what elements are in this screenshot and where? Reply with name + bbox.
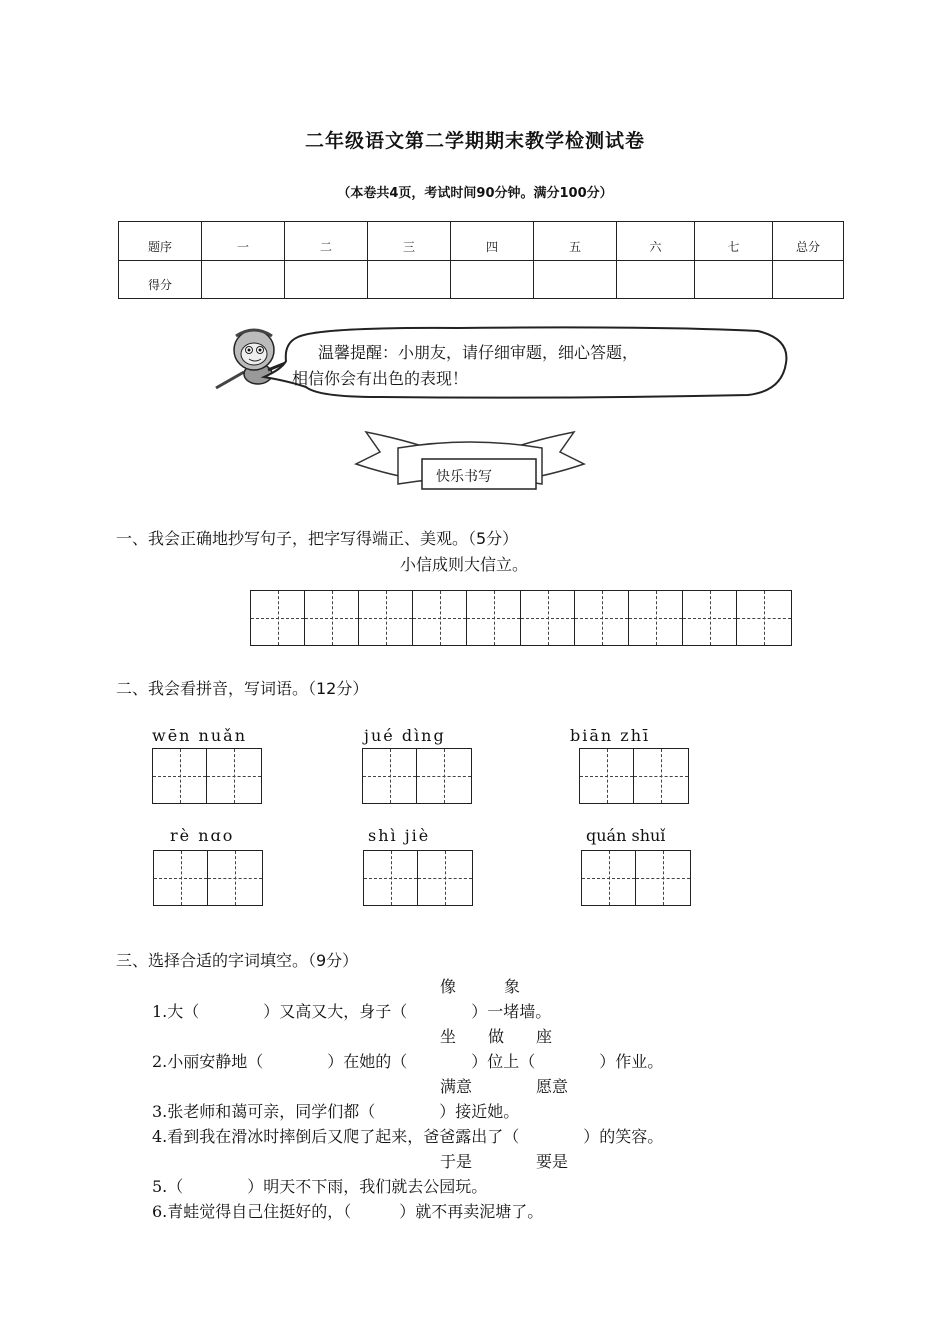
reminder-text [292,340,778,392]
score-input[interactable] [534,260,617,299]
q1-sentence: 小信成则大信立。 [400,555,529,574]
pinyin-label: biān zhī [570,726,651,745]
q3-heading: 三、选择合适的字词填空。（9分） [116,951,359,970]
writing-cell[interactable] [575,591,629,645]
writing-cell[interactable] [359,591,413,645]
q2-heading: 二、我会看拼音，写词语。（12分） [116,679,369,698]
writing-cell[interactable] [582,851,636,905]
word-grid[interactable] [579,748,689,804]
score-cell: 五 [534,222,617,261]
word-grid[interactable] [152,748,262,804]
score-cell: 七 [695,222,773,261]
score-cell: 三 [368,222,451,261]
pinyin-label: jué dìng [364,726,446,745]
score-input[interactable] [285,260,368,299]
score-cell: 六 [617,222,695,261]
fill-blank-line: 3.张老师和蔼可亲，同学们都（ ）接近她。 [152,1102,520,1121]
pinyin-label: shì jiè [368,826,431,845]
writing-cell[interactable] [636,851,690,905]
word-options: 像 象 [440,977,521,996]
score-cell: 总分 [773,222,844,261]
score-value-row [119,260,844,299]
writing-cell[interactable] [634,749,688,803]
score-cell: 二 [285,222,368,261]
writing-grid[interactable] [250,590,792,646]
writing-cell[interactable] [154,851,208,905]
fill-blank-line: 5.（ ）明天不下雨，我们就去公园玩。 [152,1177,488,1196]
score-table [118,221,844,299]
word-grid[interactable] [362,748,472,804]
writing-cell[interactable] [467,591,521,645]
q1-heading: 一、我会正确地抄写句子，把字写得端正、美观。（5分） [116,529,519,548]
score-input[interactable] [617,260,695,299]
writing-cell[interactable] [208,851,262,905]
score-input[interactable] [773,260,844,299]
writing-cell[interactable] [521,591,575,645]
writing-cell[interactable] [364,851,418,905]
score-cell: 一 [202,222,285,261]
score-input[interactable] [202,260,285,299]
writing-cell[interactable] [413,591,467,645]
score-cell: 四 [451,222,534,261]
writing-cell[interactable] [580,749,634,803]
writing-cell[interactable] [683,591,737,645]
writing-cell[interactable] [207,749,261,803]
writing-cell[interactable] [305,591,359,645]
score-cell: 得分 [119,260,202,299]
writing-cell[interactable] [629,591,683,645]
pinyin-label: quán shuǐ [586,826,666,845]
writing-cell[interactable] [153,749,207,803]
page-title: 二年级语文第二学期期末教学检测试卷 [304,130,645,152]
fill-blank-line: 6.青蛙觉得自己住挺好的，（ ）就不再卖泥塘了。 [152,1202,544,1221]
word-grid[interactable] [581,850,691,906]
reminder-line: 相信你会有出色的表现！ [292,369,469,388]
reminder-line: 温馨提醒：小朋友，请仔细审题，细心答题， [318,343,639,362]
pinyin-label: rè nɑo [170,826,235,845]
score-input[interactable] [368,260,451,299]
score-input[interactable] [451,260,534,299]
writing-cell[interactable] [737,591,791,645]
fill-blank-line: 2.小丽安静地（ ）在她的（ ）位上（ ）作业。 [152,1052,664,1071]
writing-cell[interactable] [417,749,471,803]
score-input[interactable] [695,260,773,299]
word-options: 满意 愿意 [440,1077,569,1096]
writing-cell[interactable] [251,591,305,645]
banner-label: 快乐书写 [436,469,492,485]
writing-cell[interactable] [363,749,417,803]
score-header-row [119,222,844,261]
pinyin-label: wēn nuǎn [152,726,248,745]
fill-blank-line: 1.大（ ）又高又大，身子（ ）一堵墙。 [152,1002,552,1021]
word-options: 于是 要是 [440,1152,569,1171]
word-options: 坐 做 座 [440,1027,553,1046]
word-grid[interactable] [153,850,263,906]
writing-cell[interactable] [418,851,472,905]
fill-blank-line: 4.看到我在滑冰时摔倒后又爬了起来，爸爸露出了（ ）的笑容。 [152,1127,664,1146]
score-cell: 题序 [119,222,202,261]
word-grid[interactable] [363,850,473,906]
exam-info: （本卷共4页，考试时间90分钟。满分100分） [337,186,613,201]
